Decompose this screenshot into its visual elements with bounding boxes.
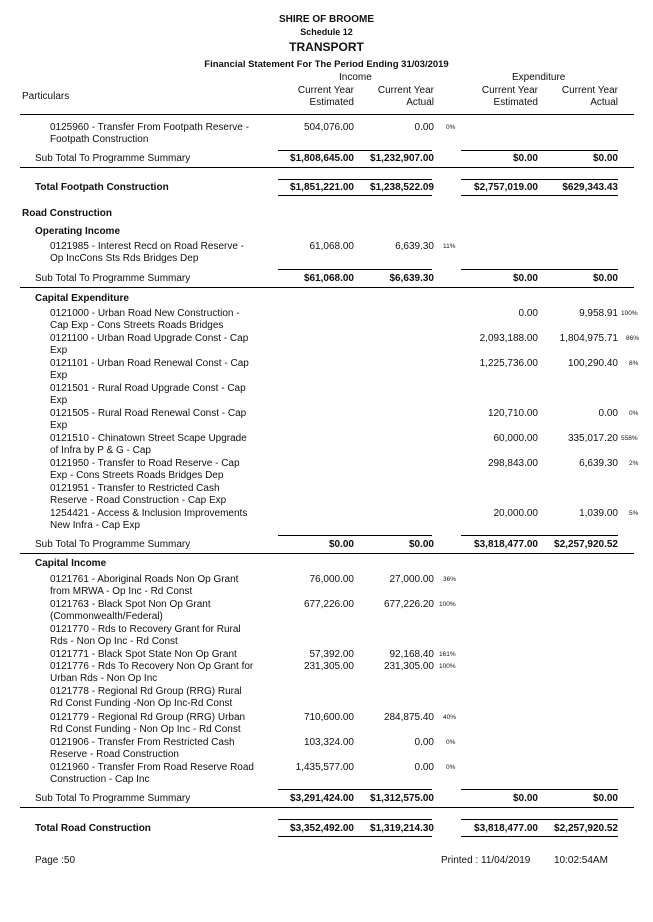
total-underline-income — [278, 836, 432, 837]
total-road-construction-label: Total Road Construction — [35, 823, 151, 834]
income-estimated-value: 504,076.00 — [303, 122, 354, 133]
subtotal-rule-expenditure — [461, 789, 618, 790]
total-expenditure-estimated: $3,818,477.00 — [474, 823, 538, 834]
subtotal-income-estimated: $61,068.00 — [303, 273, 354, 284]
subtotal-income-actual: $1,312,575.00 — [370, 793, 434, 804]
income-percent: 11% — [443, 243, 456, 250]
line-item-0121100: 0121100 - Urban Road Upgrade Const - Cap Exp — [50, 333, 249, 356]
subtotal-expenditure-actual: $0.00 — [592, 153, 618, 164]
line-item-0121771: 0121771 - Black Spot State Non Op Grant — [50, 649, 237, 660]
income-estimated-value: 710,600.00 — [303, 712, 354, 723]
line-item-0121906: 0121906 - Transfer From Restricted Cash Reserve - Road Construction — [50, 737, 235, 760]
expenditure-actual-value: 9,958.91 — [579, 308, 618, 319]
income-percent: 0% — [446, 764, 456, 771]
subtotal-label: Sub Total To Programme Summary — [35, 153, 191, 164]
income-actual-heading-1: Current Year — [377, 85, 434, 96]
income-actual-value: 0.00 — [414, 122, 434, 133]
expenditure-percent: 100% — [621, 310, 638, 317]
expenditure-percent: 5% — [629, 510, 639, 517]
header-rule — [20, 114, 634, 115]
expenditure-actual-value: 1,804,975.71 — [559, 333, 618, 344]
income-actual-value: 0.00 — [414, 737, 434, 748]
income-heading: Income — [339, 72, 372, 83]
expenditure-actual-value: 100,290.40 — [567, 358, 618, 369]
subtotal-expenditure-estimated: $3,818,477.00 — [474, 539, 538, 550]
particulars-heading: Particulars — [22, 91, 70, 102]
subtotal-rule-income — [278, 535, 432, 536]
expenditure-actual-heading-1: Current Year — [561, 85, 618, 96]
expenditure-estimated-value: 20,000.00 — [493, 508, 538, 519]
expenditure-actual-value: 6,639.30 — [579, 458, 618, 469]
income-actual-value: 92,168.40 — [389, 649, 434, 660]
expenditure-percent: 558% — [621, 435, 638, 442]
subtotal-income-actual: $0.00 — [408, 539, 434, 550]
expenditure-estimated-heading-1: Current Year — [481, 85, 538, 96]
line-item-0121501: 0121501 - Rural Road Upgrade Const - Cap Exp — [50, 383, 246, 406]
income-actual-value: 231,305.00 — [383, 661, 434, 672]
line-item-0121770: 0121770 - Rds to Recovery Grant for Rural Rds - Non Op Inc - Rd Const — [50, 624, 241, 647]
expenditure-estimated-value: 120,710.00 — [487, 408, 538, 419]
line-item-0121779: 0121779 - Regional Rd Group (RRG) Urban Rd Const Funding - Non Op Inc - Rd Const — [50, 712, 246, 735]
expenditure-estimated-value: 298,843.00 — [487, 458, 538, 469]
income-percent: 0% — [446, 739, 456, 746]
line-item-0121985: 0121985 - Interest Recd on Road Reserve - Op IncCons Sts Rds Bridges Dep — [50, 241, 244, 264]
income-estimated-value: 677,226.00 — [303, 599, 354, 610]
schedule-label: Schedule 12 — [300, 27, 353, 37]
total-income-estimated: $3,352,492.00 — [290, 823, 354, 834]
line-item-0121761: 0121761 - Aboriginal Roads Non Op Grant from MRWA - Op Inc - Rd Const — [50, 574, 239, 597]
income-actual-value: 0.00 — [414, 762, 434, 773]
subtotal-income-estimated: $3,291,424.00 — [290, 793, 354, 804]
subtotal-expenditure-estimated: $0.00 — [512, 793, 538, 804]
row-rule — [20, 287, 634, 288]
expenditure-actual-value: 0.00 — [598, 408, 618, 419]
income-estimated-value: 76,000.00 — [309, 574, 354, 585]
row-rule — [20, 807, 634, 808]
income-percent: 161% — [439, 651, 456, 658]
subtotal-label: Sub Total To Programme Summary — [35, 793, 191, 804]
line-item-0121960: 0121960 - Transfer From Road Reserve Road Construction - Cap Inc — [50, 762, 254, 785]
subtotal-rule-income — [278, 789, 432, 790]
line-item-0121000: 0121000 - Urban Road New Construction - Cap Exp - Cons Streets Roads Bridges — [50, 308, 240, 331]
group-heading: Capital Income — [35, 558, 107, 569]
expenditure-estimated-value: 60,000.00 — [493, 433, 538, 444]
line-item-1254421: 1254421 - Access & Inclusion Improvements New Infra - Cap Exp — [50, 508, 248, 531]
expenditure-actual-heading-2: Actual — [590, 97, 618, 108]
total-underline-expenditure — [461, 836, 618, 837]
line-item-0121763: 0121763 - Black Spot Non Op Grant (Commonwealth/Federal) — [50, 599, 211, 622]
income-estimated-value: 61,068.00 — [309, 241, 354, 252]
income-estimated-value: 57,392.00 — [309, 649, 354, 660]
expenditure-percent: 2% — [629, 460, 639, 467]
subtotal-rule-expenditure — [461, 269, 618, 270]
expenditure-actual-value: 335,017.20 — [567, 433, 618, 444]
group-heading: Operating Income — [35, 226, 121, 237]
expenditure-estimated-value: 2,093,188.00 — [479, 333, 538, 344]
income-estimated-heading-1: Current Year — [297, 85, 354, 96]
total-income-actual: $1,319,214.30 — [370, 823, 434, 834]
group-heading: Capital Expenditure — [35, 293, 129, 304]
line-item-0121505: 0121505 - Rural Road Renewal Const - Cap Exp — [50, 408, 247, 431]
subtotal-expenditure-actual: $0.00 — [592, 793, 618, 804]
line-item-0121776: 0121776 - Rds To Recovery Non Op Grant for Urban Rds - Non Op Inc — [50, 661, 254, 684]
org-name: SHIRE OF BROOME — [278, 14, 374, 25]
expenditure-actual-value: 1,039.00 — [579, 508, 618, 519]
subtotal-income-actual: $1,232,907.00 — [370, 153, 434, 164]
total-income-estimated: $1,851,221.00 — [290, 182, 354, 193]
income-estimated-heading-2: Estimated — [309, 97, 354, 108]
line-item-0121101: 0121101 - Urban Road Renewal Const - Cap Exp — [50, 358, 249, 381]
printed-time: 10:02:54AM — [554, 855, 608, 866]
income-estimated-value: 103,324.00 — [303, 737, 354, 748]
subtotal-income-estimated: $0.00 — [328, 539, 354, 550]
total-underline-income — [278, 195, 432, 196]
total-rule-expenditure — [461, 179, 618, 180]
section-heading: Road Construction — [22, 208, 112, 219]
total-underline-expenditure — [461, 195, 618, 196]
subtotal-rule-expenditure — [461, 535, 618, 536]
line-item-0125960: 0125960 - Transfer From Footpath Reserve - Footpath Construction — [50, 122, 249, 145]
income-percent: 36% — [443, 576, 457, 583]
income-estimated-value: 1,435,577.00 — [295, 762, 354, 773]
subtotal-income-estimated: $1,808,645.00 — [290, 153, 354, 164]
expenditure-heading: Expenditure — [512, 72, 566, 83]
income-estimated-value: 231,305.00 — [303, 661, 354, 672]
income-actual-value: 284,875.40 — [383, 712, 434, 723]
income-actual-value: 6,639.30 — [395, 241, 434, 252]
row-rule — [20, 167, 634, 168]
income-actual-heading-2: Actual — [406, 97, 434, 108]
row-rule — [20, 553, 634, 554]
expenditure-percent: 8% — [629, 360, 639, 367]
expenditure-estimated-value: 1,225,736.00 — [479, 358, 538, 369]
statement-subtitle: Financial Statement For The Period Ending 31/03/2019 — [204, 59, 449, 70]
expenditure-percent: 0% — [629, 410, 639, 417]
total-expenditure-actual: $629,343.43 — [562, 182, 618, 193]
line-item-0121510: 0121510 - Chinatown Street Scape Upgrade of Infra by P & G - Cap — [50, 433, 247, 456]
total-expenditure-actual: $2,257,920.52 — [554, 823, 618, 834]
income-percent: 100% — [439, 601, 456, 608]
income-percent: 100% — [439, 663, 456, 670]
income-actual-value: 677,226.20 — [383, 599, 434, 610]
income-actual-value: 27,000.00 — [389, 574, 434, 585]
total-rule-income — [278, 179, 432, 180]
total-income-actual: $1,238,522.09 — [370, 182, 434, 193]
subtotal-label: Sub Total To Programme Summary — [35, 273, 191, 284]
subtotal-income-actual: $6,639.30 — [389, 273, 434, 284]
subtotal-expenditure-estimated: $0.00 — [512, 273, 538, 284]
expenditure-estimated-value: 0.00 — [518, 308, 538, 319]
printed-date: Printed : 11/04/2019 — [441, 855, 531, 866]
total-footpath-label: Total Footpath Construction — [35, 182, 169, 193]
total-rule-income — [278, 819, 432, 820]
line-item-0121950: 0121950 - Transfer to Road Reserve - Cap Exp - Cons Streets Roads Bridges Dep — [50, 458, 240, 481]
subtotal-rule-income — [278, 150, 432, 151]
total-expenditure-estimated: $2,757,019.00 — [474, 182, 538, 193]
subtotal-rule-expenditure — [461, 150, 618, 151]
subtotal-rule-income — [278, 269, 432, 270]
line-item-0121778: 0121778 - Regional Rd Group (RRG) Rural Rd Const Funding -Non Op Inc-Rd Const — [50, 686, 242, 709]
page-number: Page :50 — [35, 855, 76, 866]
subtotal-expenditure-estimated: $0.00 — [512, 153, 538, 164]
line-item-0121951: 0121951 - Transfer to Restricted Cash Reserve - Road Construction - Cap Exp — [50, 483, 227, 506]
expenditure-estimated-heading-2: Estimated — [493, 97, 538, 108]
income-percent: 40% — [443, 714, 457, 721]
page-title: TRANSPORT — [289, 40, 364, 54]
income-percent: 0% — [446, 124, 456, 131]
total-rule-expenditure — [461, 819, 618, 820]
expenditure-percent: 86% — [626, 335, 640, 342]
subtotal-label: Sub Total To Programme Summary — [35, 539, 191, 550]
subtotal-expenditure-actual: $0.00 — [592, 273, 618, 284]
subtotal-expenditure-actual: $2,257,920.52 — [554, 539, 618, 550]
